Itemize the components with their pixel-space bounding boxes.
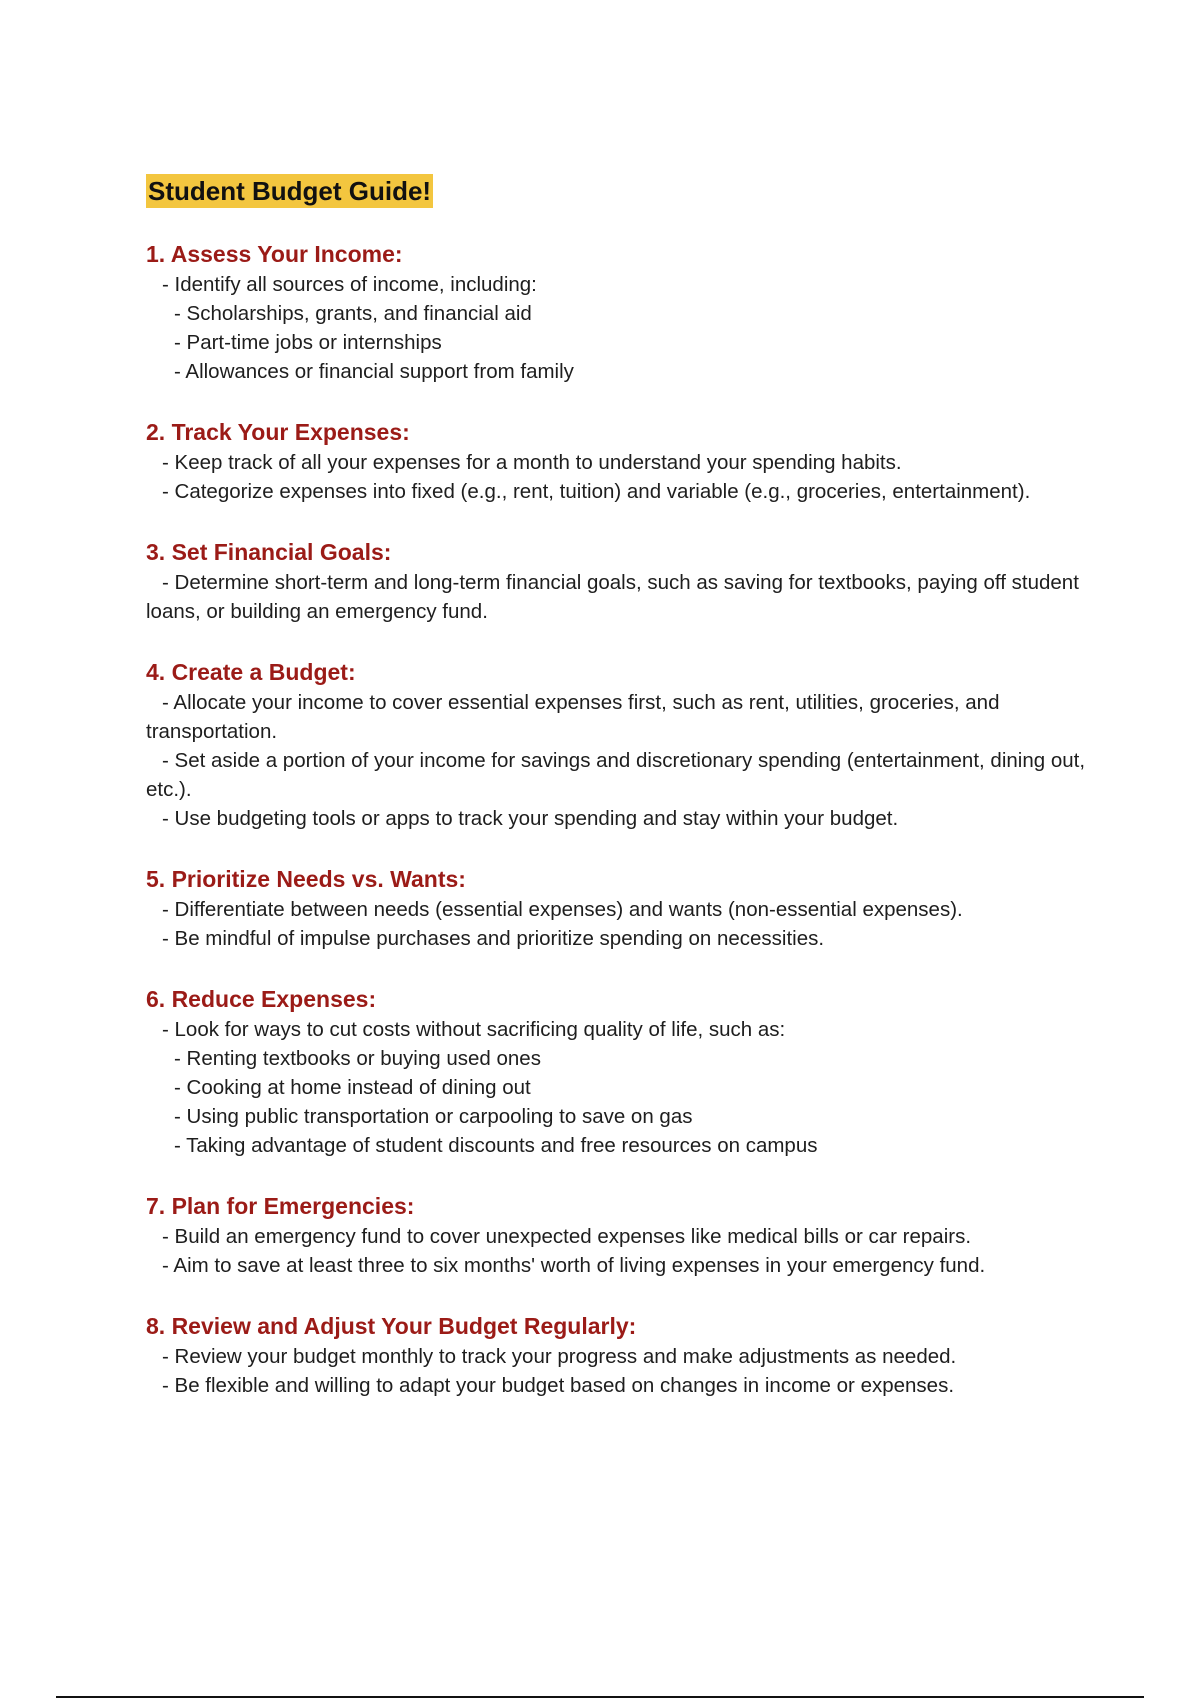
section-financial-goals xyxy=(146,536,1096,626)
section-needs-wants xyxy=(146,863,1096,953)
page-bottom-rule xyxy=(56,1696,1144,1698)
section-heading: 1. Assess Your Income: xyxy=(146,241,403,267)
sub-bullet-line: - Using public transportation or carpooling to save on gas xyxy=(174,1105,693,1128)
document-page xyxy=(146,174,1096,1430)
bullet-line: - Use budgeting tools or apps to track your spending and stay within your budget. xyxy=(162,807,899,830)
section-heading: 5. Prioritize Needs vs. Wants: xyxy=(146,866,466,892)
section-heading: 6. Reduce Expenses: xyxy=(146,986,377,1012)
page-title: Student Budget Guide! xyxy=(148,176,432,206)
sub-bullet-line: - Renting textbooks or buying used ones xyxy=(174,1047,541,1070)
section-track-expenses xyxy=(146,416,1096,506)
bullet-line: - Allocate your income to cover essential expenses first, such as rent, utilities, groceries, and transportation. xyxy=(146,691,1000,743)
bullet-line: - Build an emergency fund to cover unexpected expenses like medical bills or car repairs. xyxy=(162,1225,972,1248)
section-heading: 3. Set Financial Goals: xyxy=(146,539,392,565)
section-assess-income xyxy=(146,238,1096,386)
sub-bullet-line: - Allowances or financial support from family xyxy=(174,360,574,383)
bullet-line: - Be mindful of impulse purchases and prioritize spending on necessities. xyxy=(162,927,825,950)
sub-bullet-line: - Scholarships, grants, and financial aid xyxy=(174,302,532,325)
bullet-line: - Review your budget monthly to track your progress and make adjustments as needed. xyxy=(162,1345,957,1368)
bullet-line: - Differentiate between needs (essential expenses) and wants (non-essential expenses). xyxy=(162,898,963,921)
section-reduce-expenses xyxy=(146,983,1096,1160)
bullet-line: - Categorize expenses into fixed (e.g., rent, tuition) and variable (e.g., groceries, entertainment). xyxy=(162,480,1031,503)
bullet-line: - Aim to save at least three to six months' worth of living expenses in your emergency fund. xyxy=(162,1254,986,1277)
section-emergencies xyxy=(146,1190,1096,1280)
bullet-line: - Look for ways to cut costs without sacrificing quality of life, such as: xyxy=(162,1018,786,1041)
section-review-adjust xyxy=(146,1310,1096,1400)
sub-bullet-line: - Taking advantage of student discounts and free resources on campus xyxy=(174,1134,818,1157)
bullet-line: - Set aside a portion of your income for savings and discretionary spending (entertainment, dining out, etc.). xyxy=(146,749,1086,801)
section-heading: 7. Plan for Emergencies: xyxy=(146,1193,415,1219)
bullet-line: - Determine short-term and long-term financial goals, such as saving for textbooks, paying off student loans, or building an emergency fund. xyxy=(146,571,1079,623)
bullet-line: - Be flexible and willing to adapt your budget based on changes in income or expenses. xyxy=(162,1374,955,1397)
sub-bullet-line: - Part-time jobs or internships xyxy=(174,331,442,354)
section-heading: 8. Review and Adjust Your Budget Regularly: xyxy=(146,1313,637,1339)
bullet-line: - Identify all sources of income, including: xyxy=(162,273,537,296)
sub-bullet-line: - Cooking at home instead of dining out xyxy=(174,1076,531,1099)
section-heading: 4. Create a Budget: xyxy=(146,659,356,685)
bullet-line: - Keep track of all your expenses for a month to understand your spending habits. xyxy=(162,451,902,474)
section-heading: 2. Track Your Expenses: xyxy=(146,419,410,445)
section-create-budget xyxy=(146,656,1096,833)
